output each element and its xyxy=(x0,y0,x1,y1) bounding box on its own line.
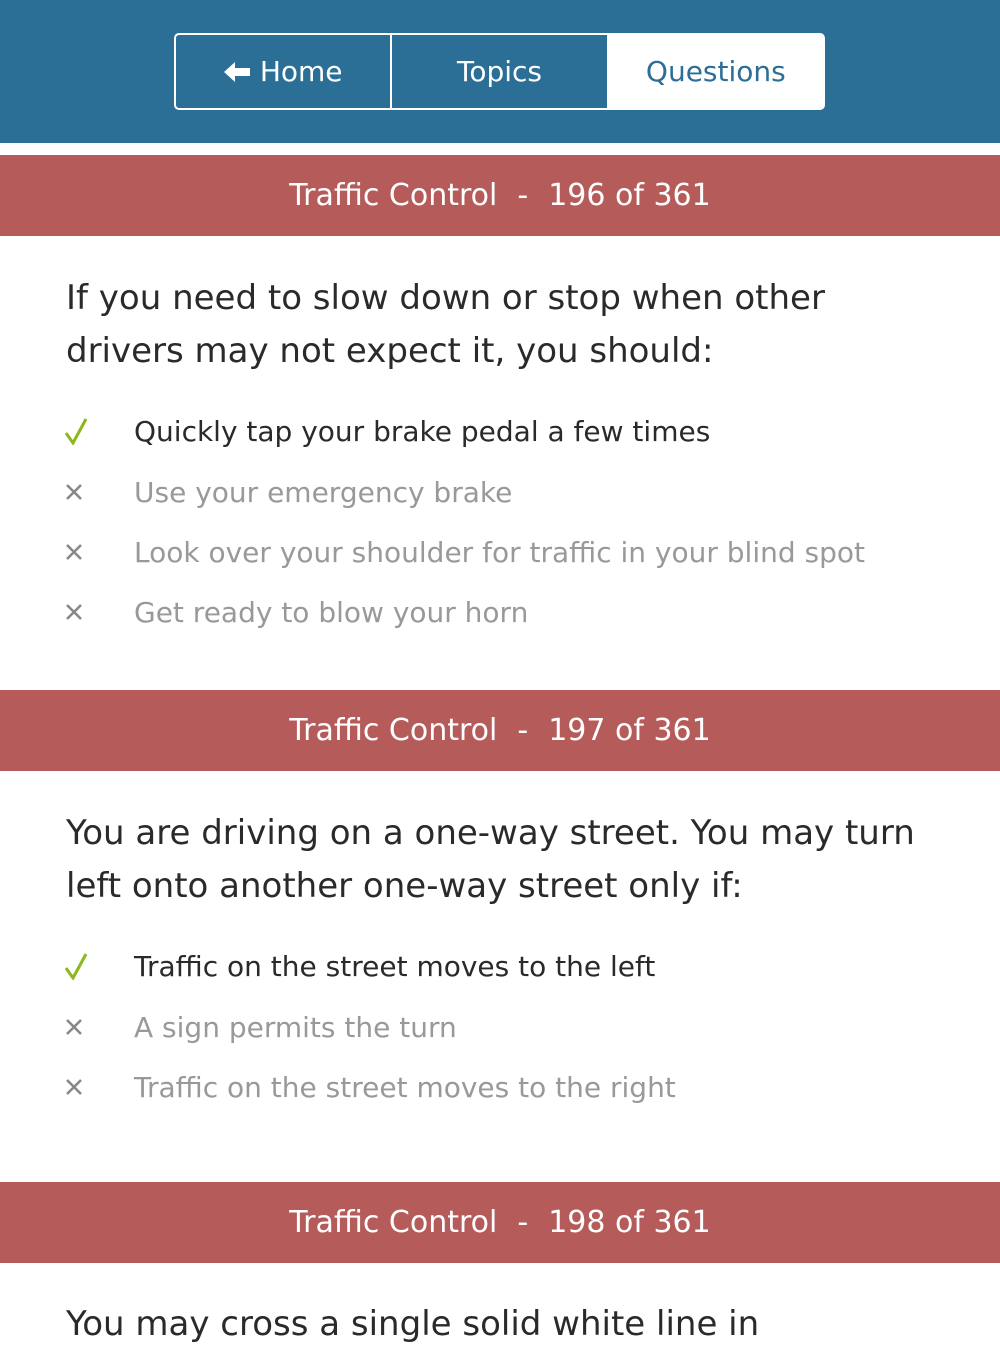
answer-text: A sign permits the turn xyxy=(134,1010,457,1044)
questions-button[interactable] xyxy=(607,35,823,108)
cross-icon xyxy=(60,1077,134,1097)
separator: - xyxy=(517,713,529,748)
cross-icon xyxy=(60,602,134,622)
question-counter: 198 of 361 xyxy=(548,1205,711,1240)
question-section-header xyxy=(0,155,1000,236)
questions-label: Questions xyxy=(645,55,786,88)
answer-text: Quickly tap your brake pedal a few times xyxy=(134,414,711,448)
cross-icon xyxy=(60,482,134,502)
topics-label: Topics xyxy=(456,55,542,88)
arrow-left-icon xyxy=(224,62,250,82)
answer-option[interactable] xyxy=(60,1002,960,1052)
topic-label: Traffic Control xyxy=(289,178,498,213)
answer-option[interactable] xyxy=(60,941,960,991)
answer-option[interactable] xyxy=(60,467,960,517)
answer-text: Look over your shoulder for traffic in your blind spot xyxy=(134,535,866,569)
answer-option[interactable] xyxy=(60,1062,960,1112)
answer-text: Traffic on the street moves to the right xyxy=(134,1070,676,1104)
topic-label: Traffic Control xyxy=(289,713,498,748)
home-button[interactable] xyxy=(176,35,390,108)
app-header xyxy=(0,0,1000,143)
segmented-nav xyxy=(174,33,825,110)
separator: - xyxy=(517,178,529,213)
question-counter: 196 of 361 xyxy=(548,178,711,213)
answer-option[interactable] xyxy=(60,406,960,456)
topics-button[interactable] xyxy=(390,35,606,108)
answer-text: Use your emergency brake xyxy=(134,475,513,509)
question-text: If you need to slow down or stop when other drivers may not expect it, you should: xyxy=(66,278,825,371)
question-text: You may cross a single solid white line in xyxy=(66,1304,760,1344)
question-section-header xyxy=(0,1182,1000,1263)
question-text: You are driving on a one-way street. You may turn left onto another one-way street only if: xyxy=(66,813,915,906)
answer-text: Traffic on the street moves to the left xyxy=(134,949,656,983)
question-counter: 197 of 361 xyxy=(548,713,711,748)
check-icon xyxy=(60,417,134,445)
cross-icon xyxy=(60,1017,134,1037)
topic-label: Traffic Control xyxy=(289,1205,498,1240)
answer-option[interactable] xyxy=(60,587,960,637)
check-icon xyxy=(60,952,134,980)
home-label: Home xyxy=(259,55,343,88)
cross-icon xyxy=(60,542,134,562)
question-section-header xyxy=(0,690,1000,771)
answer-text: Get ready to blow your horn xyxy=(134,595,529,629)
separator: - xyxy=(517,1205,529,1240)
answer-option[interactable] xyxy=(60,527,960,577)
